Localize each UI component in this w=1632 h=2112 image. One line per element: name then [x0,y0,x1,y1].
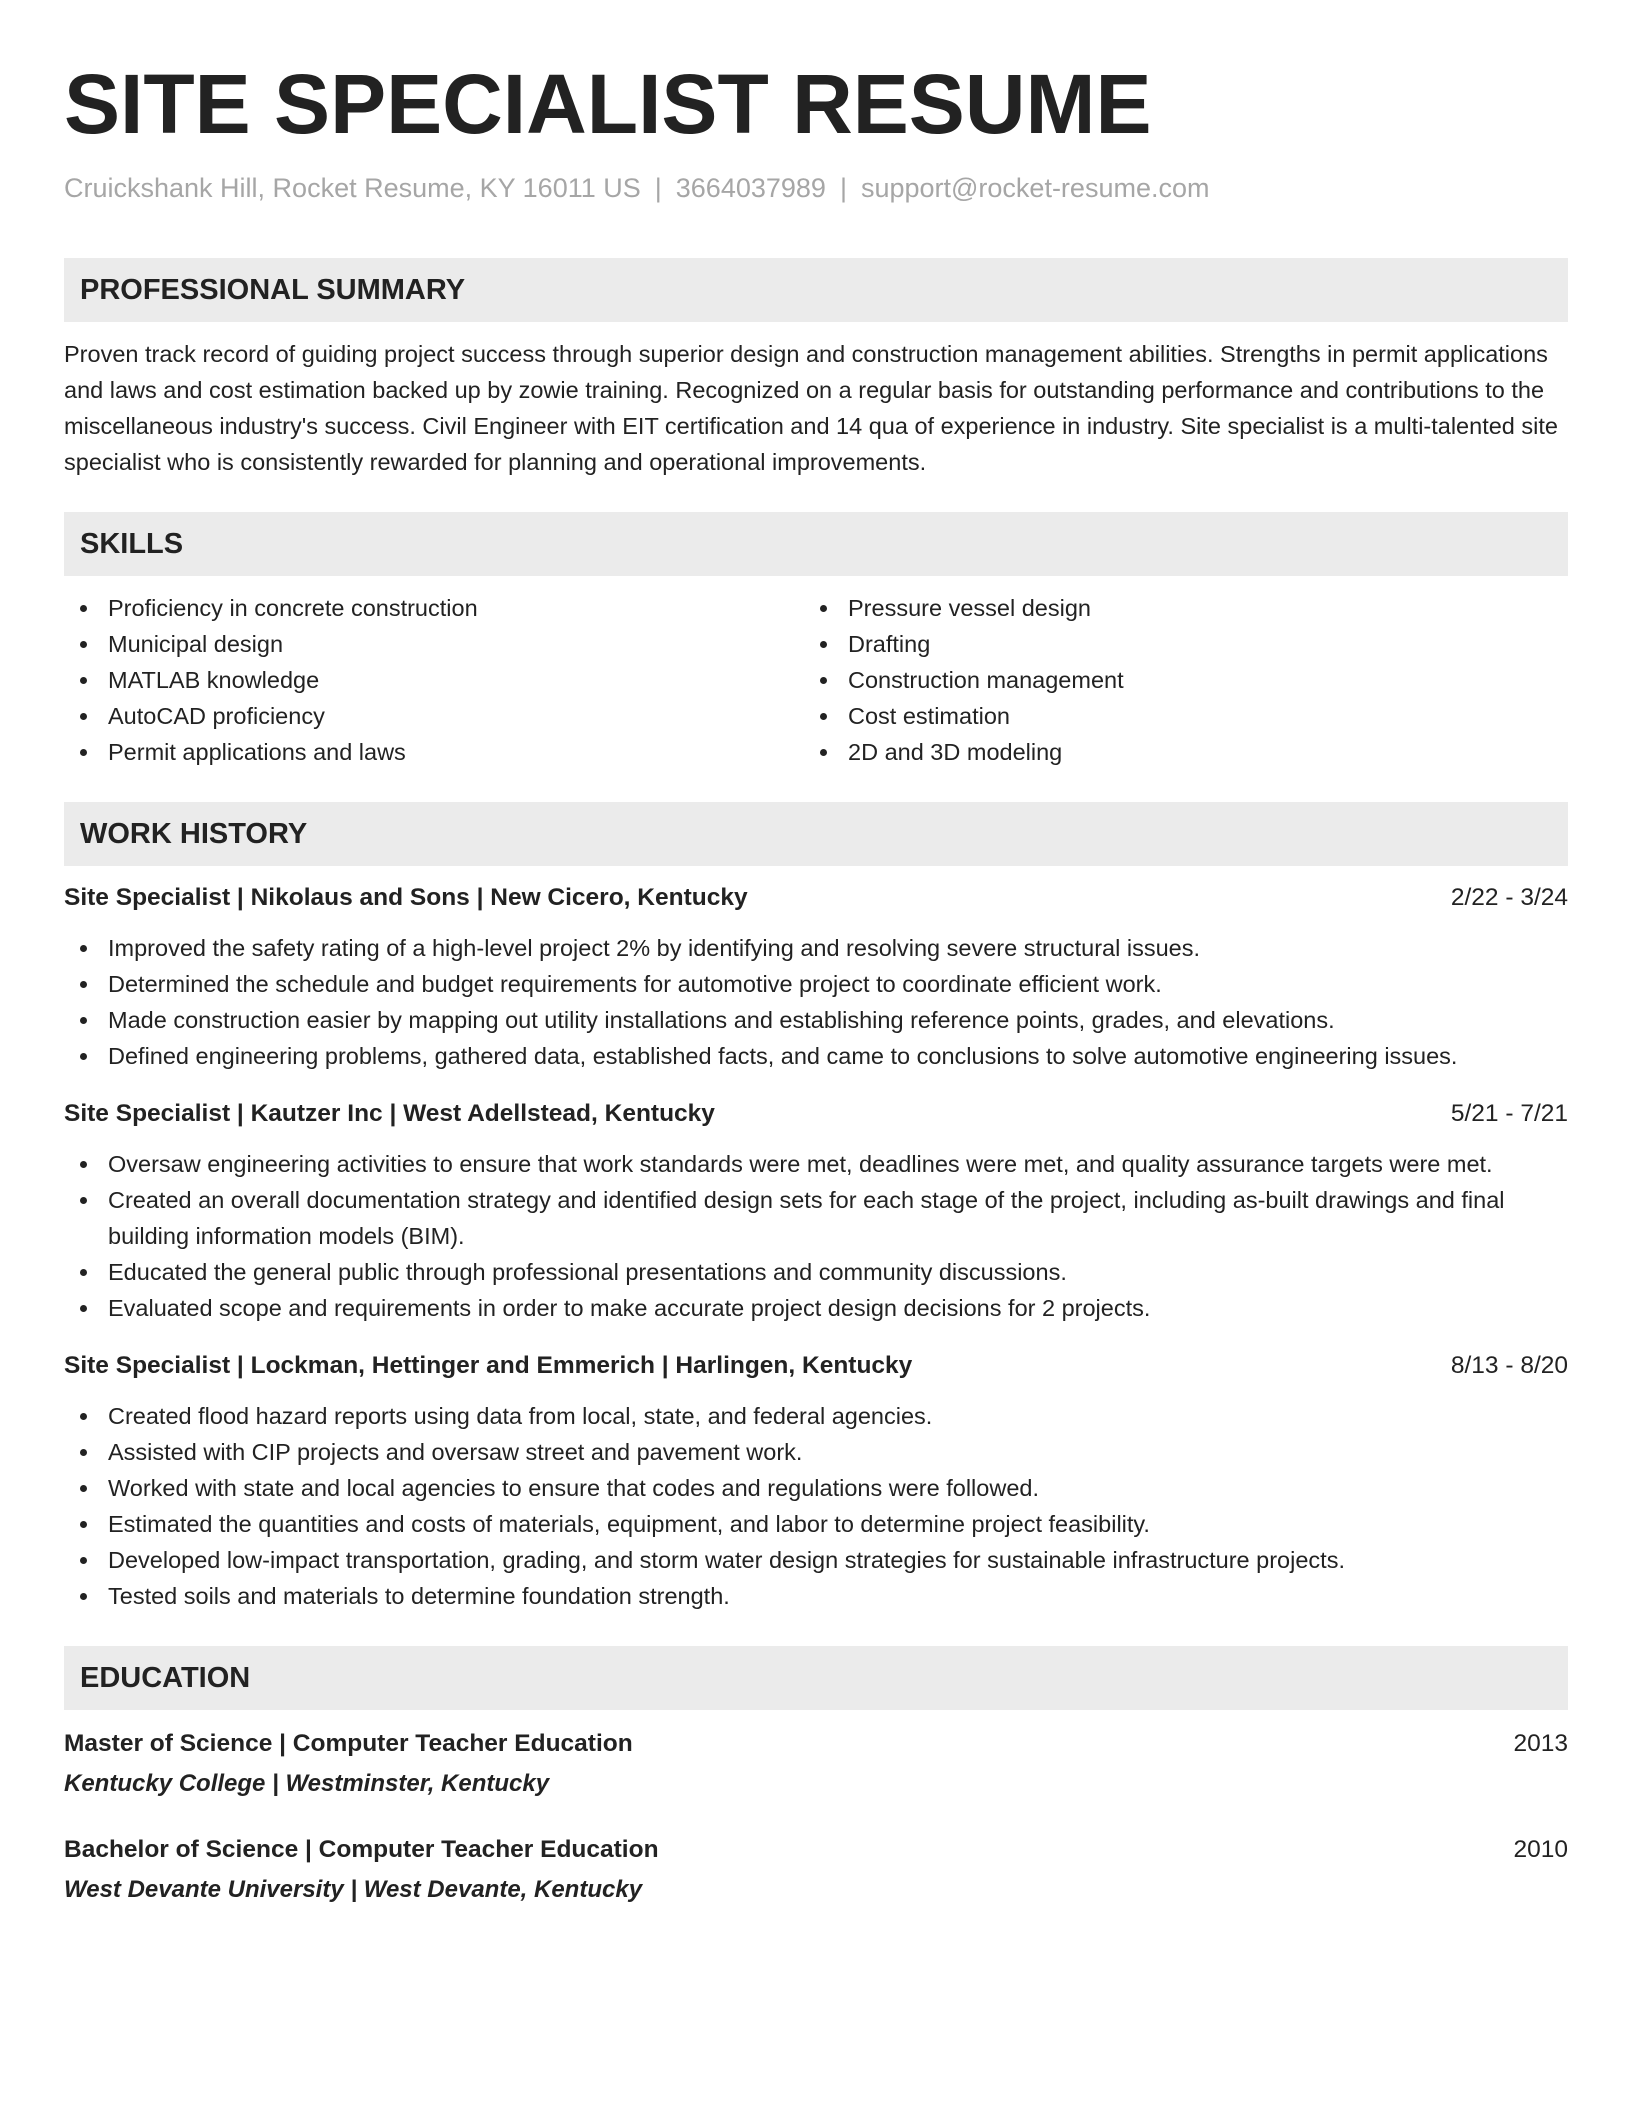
job-bullets [64,1146,1568,1326]
contact-email: support@rocket-resume.com [860,173,1210,203]
contact-address: Cruickshank Hill, Rocket Resume, KY 16011 US [64,173,641,203]
job-header [64,1096,1568,1132]
resume-title: SITE SPECIALIST RESUME [64,57,1152,151]
skill-item: MATLAB knowledge [64,662,804,698]
skills-column-right [804,590,1564,770]
job-bullet: Worked with state and local agencies to ensure that codes and regulations were followed. [64,1470,1568,1506]
job-header [64,880,1568,916]
job-dates: 2/22 - 3/24 [1450,884,1568,911]
skills-heading: SKILLS [64,512,1568,576]
skill-item: 2D and 3D modeling [804,734,1564,770]
skill-item: AutoCAD proficiency [64,698,804,734]
job-bullet: Tested soils and materials to determine foundation strength. [64,1578,1568,1614]
skills-list [64,590,1568,770]
job-bullets [64,1398,1568,1614]
skill-item: Drafting [804,626,1564,662]
job-title: Site Specialist | Nikolaus and Sons | New Cicero, Kentucky [64,884,748,911]
skill-item: Permit applications and laws [64,734,804,770]
job-bullet: Improved the safety rating of a high-level project 2% by identifying and resolving severe structural issues. [64,930,1568,966]
job-bullet: Educated the general public through professional presentations and community discussions. [64,1254,1568,1290]
job-bullet: Estimated the quantities and costs of materials, equipment, and labor to determine project feasibility. [64,1506,1568,1542]
job-title: Site Specialist | Kautzer Inc | West Adellstead, Kentucky [64,1100,715,1127]
education-entry [64,1832,1568,1908]
education-header [64,1726,1568,1762]
job-bullet: Created flood hazard reports using data from local, state, and federal agencies. [64,1398,1568,1434]
job-bullet: Created an overall documentation strategy and identified design sets for each stage of the project, including as-built drawings and final building information models (BIM). [64,1182,1568,1254]
skill-item: Cost estimation [804,698,1564,734]
skill-item: Pressure vessel design [804,590,1564,626]
job-entry [64,1348,1568,1614]
job-dates: 5/21 - 7/21 [1450,1100,1568,1127]
education-heading: EDUCATION [64,1646,1568,1710]
job-bullet: Assisted with CIP projects and oversaw street and pavement work. [64,1434,1568,1470]
job-bullets [64,930,1568,1074]
summary-heading: PROFESSIONAL SUMMARY [64,258,1568,322]
education-school: Kentucky College | Westminster, Kentucky [64,1770,550,1797]
job-entry [64,1096,1568,1326]
education-year: 2013 [1513,1730,1568,1757]
job-bullet: Evaluated scope and requirements in order to make accurate project design decisions for 2 projects. [64,1290,1568,1326]
summary-text: Proven track record of guiding project success through superior design and construction management abilities. Strengths in permit applications and laws and cost estimation backed up by zowie training. Recognized on a regular basis for outstanding performance and contributions to the miscellaneous industry's success. Civil Engineer with EIT certification and 14 qua of experience in industry. Site specialist is a multi-talented site specialist who is consistently rewarded for planning and operational improvements. [64,341,1558,475]
education-header [64,1832,1568,1868]
contact-line [64,170,1568,206]
job-entry [64,880,1568,1074]
education-degree: Bachelor of Science | Computer Teacher Education [64,1836,659,1863]
job-bullet: Developed low-impact transportation, grading, and storm water design strategies for sustainable infrastructure projects. [64,1542,1568,1578]
job-title: Site Specialist | Lockman, Hettinger and Emmerich | Harlingen, Kentucky [64,1352,913,1379]
skill-item: Municipal design [64,626,804,662]
job-bullet: Defined engineering problems, gathered data, established facts, and came to conclusions to solve automotive engineering issues. [64,1038,1568,1074]
contact-phone: 3664037989 [675,173,826,203]
education-entry [64,1726,1568,1802]
skill-item: Construction management [804,662,1564,698]
education-degree: Master of Science | Computer Teacher Education [64,1730,633,1757]
job-bullet: Made construction easier by mapping out utility installations and establishing reference points, grades, and elevations. [64,1002,1568,1038]
job-header [64,1348,1568,1384]
contact-separator: | [839,173,847,203]
job-bullet: Oversaw engineering activities to ensure that work standards were met, deadlines were met, and quality assurance targets were met. [64,1146,1568,1182]
work-history-heading: WORK HISTORY [64,802,1568,866]
skill-item: Proficiency in concrete construction [64,590,804,626]
education-school: West Devante University | West Devante, Kentucky [64,1876,643,1903]
contact-separator: | [654,173,662,203]
job-bullet: Determined the schedule and budget requirements for automotive project to coordinate efficient work. [64,966,1568,1002]
skills-column-left [64,590,804,770]
education-year: 2010 [1513,1836,1568,1863]
job-dates: 8/13 - 8/20 [1450,1352,1568,1379]
